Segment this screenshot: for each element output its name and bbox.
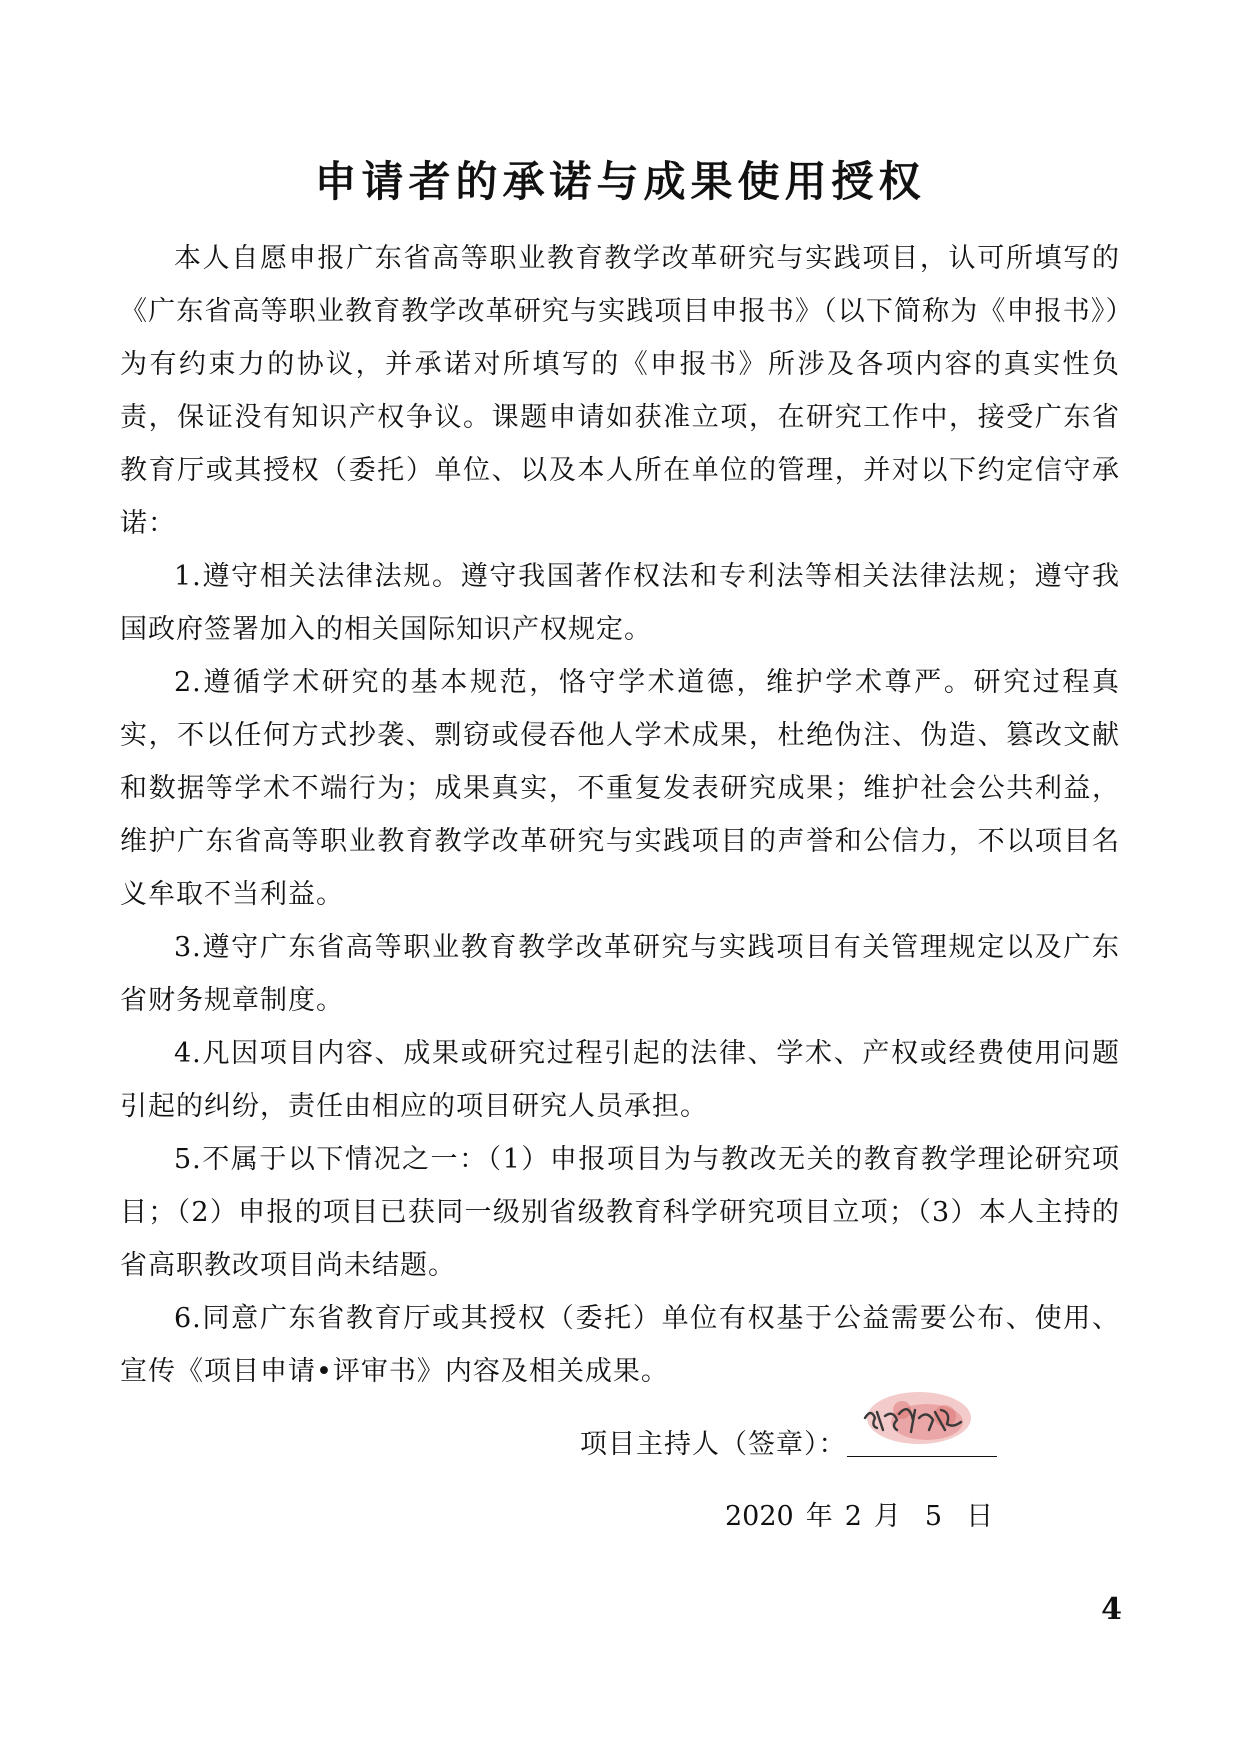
- date-month: 2: [844, 1501, 862, 1532]
- date-day: 5: [924, 1501, 943, 1532]
- signature-row: [580, 1418, 997, 1471]
- date-year-unit: 年: [805, 1501, 833, 1532]
- clause-6: 6.同意广东省教育厅或其授权（委托）单位有权基于公益需要公布、使用、宣传《项目申请•评审书》内容及相关成果。: [120, 1303, 1120, 1387]
- date-year: 2020: [725, 1501, 794, 1532]
- intro-paragraph: 本人自愿申报广东省高等职业教育教学改革研究与实践项目，认可所填写的《广东省高等职业教育教学改革研究与实践项目申报书》（以下简称为《申报书》）为有约束力的协议，并承诺对所填写的《申报书》所涉及各项内容的真实性负责，保证没有知识产权争议。课题申请如获准立项，在研究工作中，接受广东省教育厅或其授权（委托）单位、以及本人所在单位的管理，并对以下约定信守承诺：: [120, 243, 1120, 539]
- clause-3: 3.遵守广东省高等职业教育教学改革研究与实践项目有关管理规定以及广东省财务规章制度。: [120, 932, 1120, 1016]
- page-number: 4: [1101, 1592, 1122, 1627]
- signature-label: 项目主持人（签章）：: [580, 1429, 847, 1460]
- signature-field: [847, 1418, 997, 1457]
- document-title: 申请者的承诺与成果使用授权: [314, 157, 926, 206]
- signature-date: [725, 1490, 993, 1543]
- date-month-unit: 月: [873, 1501, 901, 1532]
- date-day-unit: 日: [966, 1501, 994, 1532]
- clause-1: 1.遵守相关法律法规。遵守我国著作权法和专利法等相关法律法规；遵守我国政府签署加入的相关国际知识产权规定。: [120, 561, 1120, 645]
- clause-5: 5.不属于以下情况之一：（1）申报项目为与教改无关的教育教学理论研究项目；（2）申报的项目已获同一级别省级教育科学研究项目立项；（3）本人主持的省高职教改项目尚未结题。: [120, 1144, 1120, 1281]
- commitment-body: [120, 232, 1120, 1398]
- clause-2: 2.遵循学术研究的基本规范，恪守学术道德，维护学术尊严。研究过程真实，不以任何方式抄袭、剽窃或侵吞他人学术成果，杜绝伪注、伪造、篡改文献和数据等学术不端行为；成果真实，不重复发表研究成果；维护社会公共利益，维护广东省高等职业教育教学改革研究与实践项目的声誉和公信力，不以项目名义牟取不当利益。: [120, 667, 1120, 910]
- clause-4: 4.凡因项目内容、成果或研究过程引起的法律、学术、产权或经费使用问题引起的纠纷，责任由相应的项目研究人员承担。: [120, 1038, 1120, 1122]
- signature-image: [857, 1388, 977, 1450]
